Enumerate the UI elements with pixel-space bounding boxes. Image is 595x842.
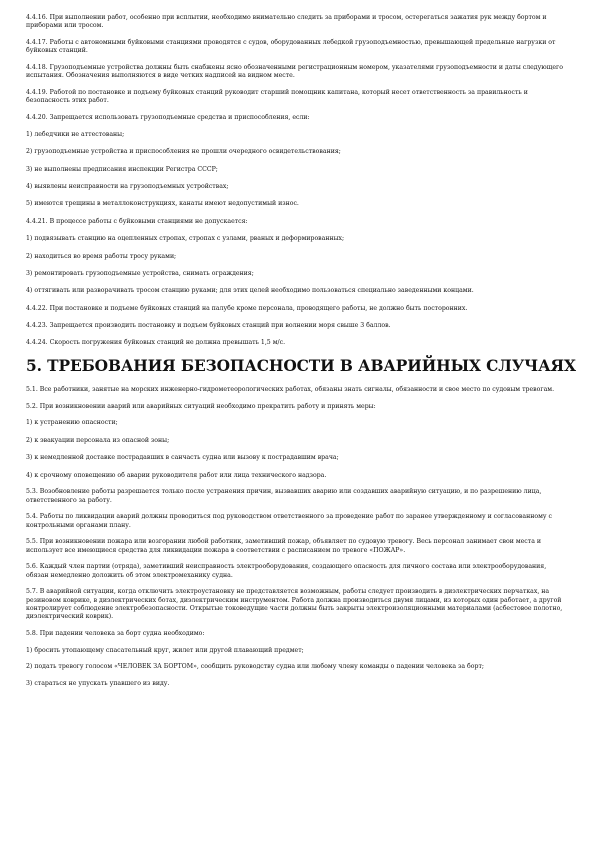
paragraph-5-7: 5.7. В аварийной ситуации, когда отключить электроустановку не представляется возможным, работы следует производить в диэлектрических перчатках, на резиновом коврике, в диэлектрических ботах, диэлектрическим инструментом. Работа должна производиться двумя лицами, из которых один работает, а другой контролирует соблюдение электробезопасности. Открытые токоведущие части должны быть закрыты электроизоляционными материалами (асбестовое полотно, диэлектрический коврик). bbox=[26, 588, 563, 621]
paragraph-5-6: 5.6. Каждый член партии (отряда), заметивший неисправность электрооборудования, создающего опасность для личного состава или электрооборудования, обязан немедленно доложить об этом электромеханику судна. bbox=[26, 563, 547, 579]
paragraph-5-8: 5.8. При падении человека за борт судна необходимо: bbox=[26, 629, 205, 637]
list-item: 3) стараться не упускать упавшего из виду. bbox=[26, 680, 170, 688]
paragraph-4-4-19: 4.4.19. Работой по постановке и подъему буйковых станций руководит старший помощник капитана, который несет ответственность за правильность и безопасность этих работ. bbox=[26, 89, 528, 105]
paragraph-5-2: 5.2. При возникновении аварий или аварийных ситуаций необходимо прекратить работу и принять меры: bbox=[26, 402, 376, 410]
list-item: 1) подвязывать станцию на оцепленных стропах, стропах с узлами, рваных и деформированных; bbox=[26, 235, 345, 243]
paragraph-4-4-22: 4.4.22. При постановке и подъеме буйковых станций на палубе кроме персонала, проводящего работы, не должно быть посторонних. bbox=[26, 304, 468, 312]
paragraph-4-4-23: 4.4.23. Запрещается производить постановку и подъем буйковых станций при волнении моря свыше 3 баллов. bbox=[26, 322, 391, 330]
list-item: 3) ремонтировать грузоподъемные устройства, снимать ограждения; bbox=[26, 269, 254, 277]
paragraph-4-4-21: 4.4.21. В процессе работы с буйковыми станциями не допускается: bbox=[26, 217, 248, 225]
paragraph-5-1: 5.1. Все работники, занятые на морских инженерно-гидрометеорологических работах, обязаны знать сигналы, обязанности и свое место по судовым тревогам. bbox=[26, 385, 555, 393]
list-item: 2) находиться во время работы тросу руками; bbox=[26, 252, 177, 260]
paragraph-4-4-18: 4.4.18. Грузоподъемные устройства должны быть снабжены ясно обозначенными регистрационным номером, указателями грузоподъемности и даты следующего испытания. Обозначения выполняются в виде четких надписей на видном месте. bbox=[26, 64, 564, 80]
list-item: 3) не выполнены предписания инспекции Регистра СССР; bbox=[26, 165, 218, 173]
list-item: 1) бросить утопающему спасательный круг, жилет или другой плавающий предмет; bbox=[26, 646, 304, 654]
list-item: 1) к устранению опасности; bbox=[26, 419, 118, 427]
list-item: 1) лебедчики не аттестованы; bbox=[26, 130, 125, 138]
paragraph-4-4-16: 4.4.16. При выполнении работ, особенно при всплытии, необходимо внимательно следить за приборами и тросом, остерегаться зажатия рук между бортом и приборами или тросом. bbox=[26, 14, 547, 30]
paragraph-4-4-17: 4.4.17. Работы с автономными буйковыми станциями проводятся с судов, оборудованных лебедкой грузоподъемностью, превышающей предельные нагрузки от буйковых станций. bbox=[26, 39, 556, 55]
list-item: 4) оттягивать или разворачивать тросом станцию руками; для этих целей необходимо пользоваться специально заведенными концами. bbox=[26, 287, 474, 295]
list-item: 4) выявлены неисправности на грузоподъемных устройствах; bbox=[26, 182, 229, 190]
list-item: 2) подать тревогу голосом «ЧЕЛОВЕК ЗА БОРТОМ», сообщить руководству судна или любому члену команды о падении человека за борт; bbox=[26, 663, 484, 671]
list-item: 5) имеются трещины в металлоконструкциях, канаты имеют недопустимый износ. bbox=[26, 200, 299, 208]
section-heading: 5. ТРЕБОВАНИЯ БЕЗОПАСНОСТИ В АВАРИЙНЫХ СЛУЧАЯХ bbox=[26, 356, 576, 375]
paragraph-5-3: 5.3. Возобновление работы разрешается только после устранения причин, вызвавших аварию или создавших аварийную ситуацию, и по разрешению лица, ответственного за работу. bbox=[26, 488, 542, 504]
paragraph-5-5: 5.5. При возникновении пожара или возгорании любой работник, заметивший пожар, объявляет по судовую тревогу. Весь персонал занимает свои места и использует все имеющиеся средства для ликвидации пожара в соответствии с расписанием по тревоге «ПОЖАР». bbox=[26, 538, 541, 554]
paragraph-5-4: 5.4. Работы по ликвидации аварий должны проводиться под руководством ответственного за проведение работ по заранее утвержденному и согласованному с контрольными органами плану. bbox=[26, 513, 552, 529]
list-item: 4) к срочному оповещению об аварии руководителя работ или лица технического надзора. bbox=[26, 471, 327, 479]
paragraph-4-4-20: 4.4.20. Запрещается использовать грузоподъемные средства и приспособления, если: bbox=[26, 114, 310, 121]
list-item: 2) к эвакуации персонала из опасной зоны; bbox=[26, 436, 170, 444]
list-item: 2) грузоподъемные устройства и приспособления не прошли очередного освидетельствования; bbox=[26, 148, 341, 156]
paragraph-4-4-24: 4.4.24. Скорость погружения буйковых станций не должна превышать 1,5 м/с. bbox=[26, 339, 286, 347]
list-item: 3) к немедленной доставке пострадавших в санчасть судна или вызову к пострадавшим врача; bbox=[26, 454, 339, 462]
